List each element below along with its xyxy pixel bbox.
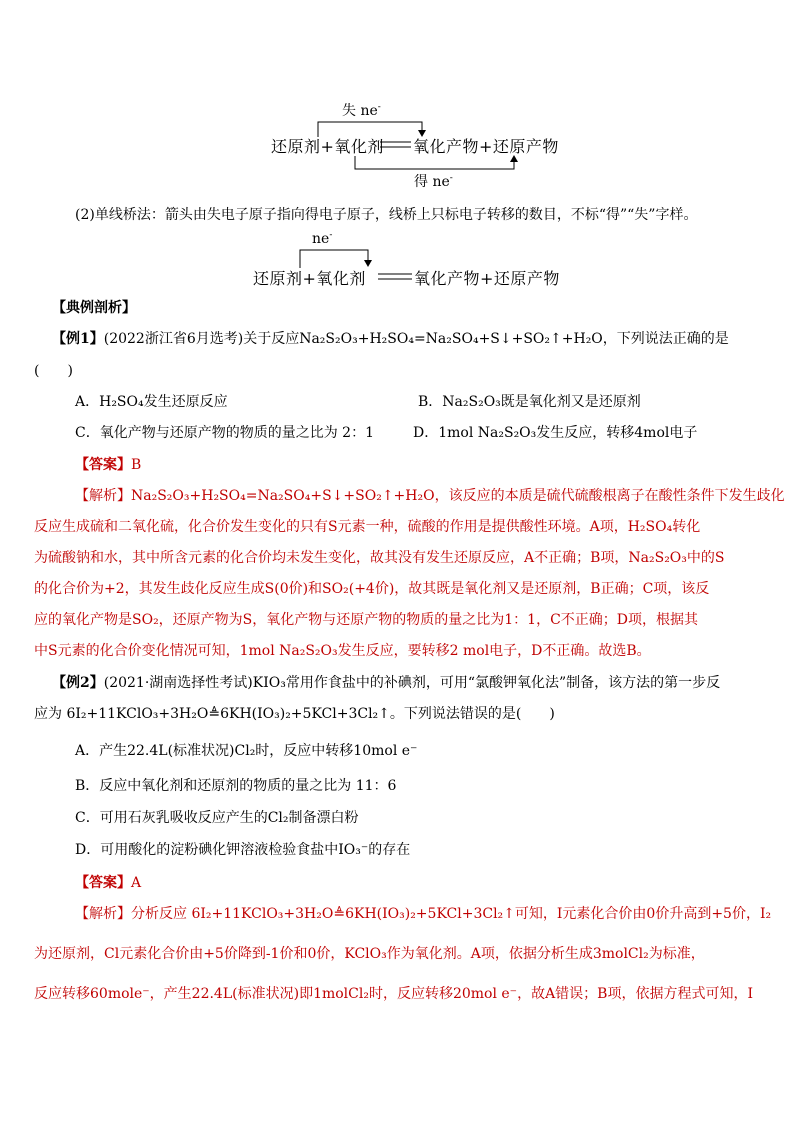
example2-analysis-line: 反应转移60mole⁻，产生22.4L(标准状况)即1molCl₂时，反应转移20mol e⁻，故A错误；B项，依据方程式可知，I [34,986,754,1002]
example1-analysis-line: 的化合价为+2，其发生歧化反应生成S(0价)和SO₂(+4价)，故其既是氧化剂又是还原剂，B正确；C项，该反 [34,581,710,597]
gain-electron-bracket [355,156,514,169]
equation-single-bridge: 还原剂+氧化剂 [253,269,366,288]
example2-option-b: B．反应中氧化剂和还原剂的物质的量之比为 11：6 [75,778,397,794]
example1-tag: 【例1】 [52,331,104,347]
equation-double-bridge-products: 氧化产物+还原产物 [413,137,559,156]
example2-tag: 【例2】 [52,675,104,691]
equation-single-bridge-products: 氧化产物+还原产物 [414,269,560,288]
reduction-product-term: 还原产物 [492,137,559,156]
example1-analysis-line: 反应生成硫和二氧化硫，化合价发生变化的只有S元素一种，硫酸的作用是提供酸性环境。A项，H₂SO₄转化 [34,519,701,535]
example1-option-a: A．H₂SO₄发生还原反应 [75,394,228,410]
example2-option-a: A．产生22.4L(标准状况)Cl₂时，反应中转移10mol e⁻ [75,743,418,759]
example1-analysis-line: 中S元素的化合价变化情况可知，1mol Na₂S₂O₃发生反应，要转移2 mol电子，D不正确。故选B。 [34,643,651,659]
oxidation-product-term: 氧化产物 [413,137,480,156]
single-bridge-label: ne- [312,230,333,247]
example1-option-b: B．Na₂S₂O₃既是氧化剂又是还原剂 [418,394,641,410]
example2-analysis-line: 为还原剂，Cl元素化合价由+5价降到-1价和0价，KClO₃作为氧化剂。A项，依据分析生成3molCl₂为标准， [34,946,705,962]
gain-electron-label: 得 ne- [414,173,453,190]
example2-answer: 【答案】A [75,875,142,891]
example2-analysis-line: 【解析】分析反应 6I₂+11KClO₃+3H₂O≜6KH(IO₃)₂+5KCl+3Cl₂↑可知，I元素化合价由0价升高到+5价，I₂ [75,906,772,922]
section-heading: 【典例剖析】 [52,300,136,316]
example2-stem: 【例2】(2021·湖南选择性考试)KIO₃常用作食盐中的补碘剂，可用“氯酸钾氧化法”制备，该方法的第一步反 [52,675,721,691]
single-line-method-text: (2)单线桥法：箭头由失电子原子指向得电子原子，线桥上只标电子转移的数目，不标“得”“失”字样。 [75,207,698,223]
example2-option-d: D．可用酸化的淀粉碘化钾溶液检验食盐中IO₃⁻的存在 [75,842,411,858]
example1-analysis-line: 应的氧化产物是SO₂，还原产物为S，氧化产物与还原产物的物质的量之比为1：1，C不正确；D项，根据其 [34,612,699,628]
equation-double-bridge: 还原剂+氧化剂 [271,137,384,156]
example1-paren: ( ) [34,363,73,379]
example1-answer: 【答案】B [75,457,142,473]
lose-electron-label: 失 ne- [342,102,381,119]
reductant-term: 还原剂 [271,137,321,156]
example1-option-d: D．1mol Na₂S₂O₃发生反应，转移4mol电子 [413,425,698,441]
example2-stem-cont: 应为 6I₂+11KClO₃+3H₂O≜6KH(IO₃)₂+5KCl+3Cl₂↑。下列说法错误的是( ) [34,706,555,722]
oxidant-term: 氧化剂 [334,137,384,156]
bridge-diagram-lines [0,0,794,300]
example2-option-c: C．可用石灰乳吸收反应产生的Cl₂制备漂白粉 [75,810,359,826]
example1-stem: 【例1】(2022浙江省6月选考)关于反应Na₂S₂O₃+H₂SO₄=Na₂SO₄+S↓+SO₂↑+H₂O，下列说法正确的是 [52,331,729,347]
example1-analysis-line: 【解析】Na₂S₂O₃+H₂SO₄=Na₂SO₄+S↓+SO₂↑+H₂O，该反应的本质是硫代硫酸根离子在酸性条件下发生歧化 [75,488,785,504]
example1-analysis-line: 为硫酸钠和水，其中所含元素的化合价均未发生变化，故其没有发生还原反应，A不正确；B项，Na₂S₂O₃中的S [34,550,725,566]
example1-option-c: C．氧化产物与还原产物的物质的量之比为 2：1 [75,425,374,441]
